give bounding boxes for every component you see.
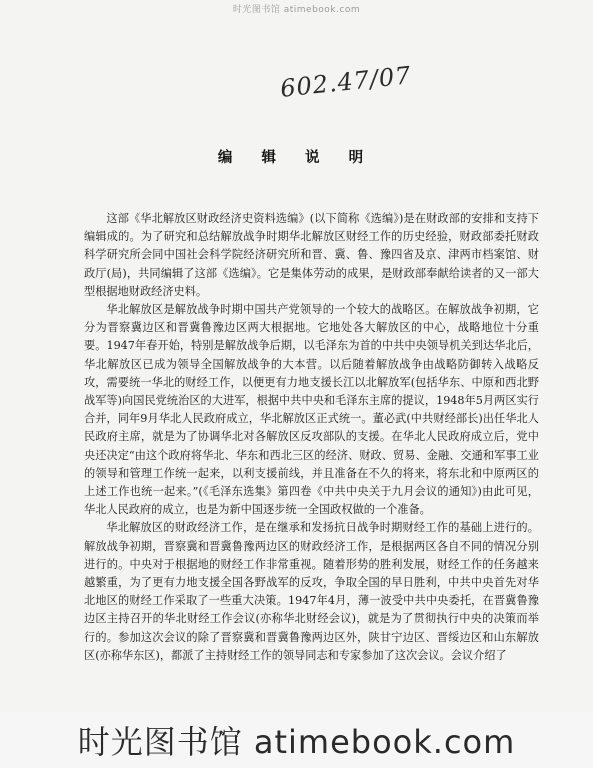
top-watermark: 时光图书馆 atimebook.com xyxy=(232,5,361,15)
paragraph: 华北解放区的财政经济工作，是在继承和发扬抗日战争时期财经工作的基础上进行的。解放战争初期，晋察冀和晋冀鲁豫两边区的财政经济工作，是根据两区各自不同的情况分别进行的。中央对于根据地的财经工作非常重视。随着形势的胜利发展，财经工作的任务越来越繁重，为了更有力地支援全国各野战军的反攻，争取全国的早日胜利，中共中央首先对华北地区的财经工作采取了一些重大决策。1947年4月，薄一波受中共中央委托，在晋冀鲁豫边区主持召开的华北财经工作会议(亦称华北财经会议)，就是为了贯彻执行中央的决策而举行的。参加这次会议的除了晋察冀和晋冀鲁豫两边区外，陕甘宁边区、晋绥边区和山东解放区(亦称华东区)，都派了主持财经工作的领导同志和专家参加了这次会议。会议介绍了 xyxy=(84,521,539,662)
bottom-watermark-banner xyxy=(0,712,593,768)
paragraph: 华北解放区是解放战争时期中国共产党领导的一个较大的战略区。在解放战争初期，它分为晋察冀边区和晋冀鲁豫边区两大根据地。它地处各大解放区的中心，战略地位十分重要。1947年春开始，特别是解放战争后期，以毛泽东为首的中共中央领导机关到达华北后，华北解放区已成为领导全国解放战争的大本营。以后随着解放战争由战略防御转入战略反攻，需要统一华北的财经工作，以便更有力地支援长江以北解放军(包括华东、中原和西北野战军等)向国民党统治区的大进军，根据中共中央和毛泽东主席的提议，1948年5月两区实行合并，同年9月华北人民政府成立，华北解放区正式统一。董必武(中共财经部长)出任华北人民政府主席，就是为了协调华北对各解放区反攻部队的支援。在华北人民政府成立后，党中央还决定“由这个政府将华北、华东和西北三区的经济、财政、贸易、金融、交通和军事工业的领导和管理工作统一起来，以利支援前线，并且准备在不久的将来，将东北和中原两区的上述工作也统一起来。”(《毛泽东选集》第四卷《中共中央关于九月会议的通知》)由此可见，华北人民政府的成立，也是为新中国逐步统一全国政权做的一个准备。 xyxy=(84,303,539,517)
paragraph: 这部《华北解放区财政经济史资料选编》(以下简称《选编》)是在财政部的安排和支持下编辑成的。为了研究和总结解放战争时期华北解放区财经工作的历史经验，财政部委托财政科学研究所会同中国社会科学院经济研究所和晋、冀、鲁、豫四省及京、津两市档案馆、财政厅(局)，共同编辑了这部《选编》。它是集体劳动的成果，是财政部奉献给读者的又一部大型根据地财政经济史料。 xyxy=(84,212,539,298)
document-body xyxy=(84,210,539,665)
handwritten-call-number: 602.47/07 xyxy=(278,61,413,103)
bottom-watermark-text: 时光图书馆 atimebook.com xyxy=(77,723,516,761)
page-title: 编 辑 说 明 xyxy=(217,149,376,166)
